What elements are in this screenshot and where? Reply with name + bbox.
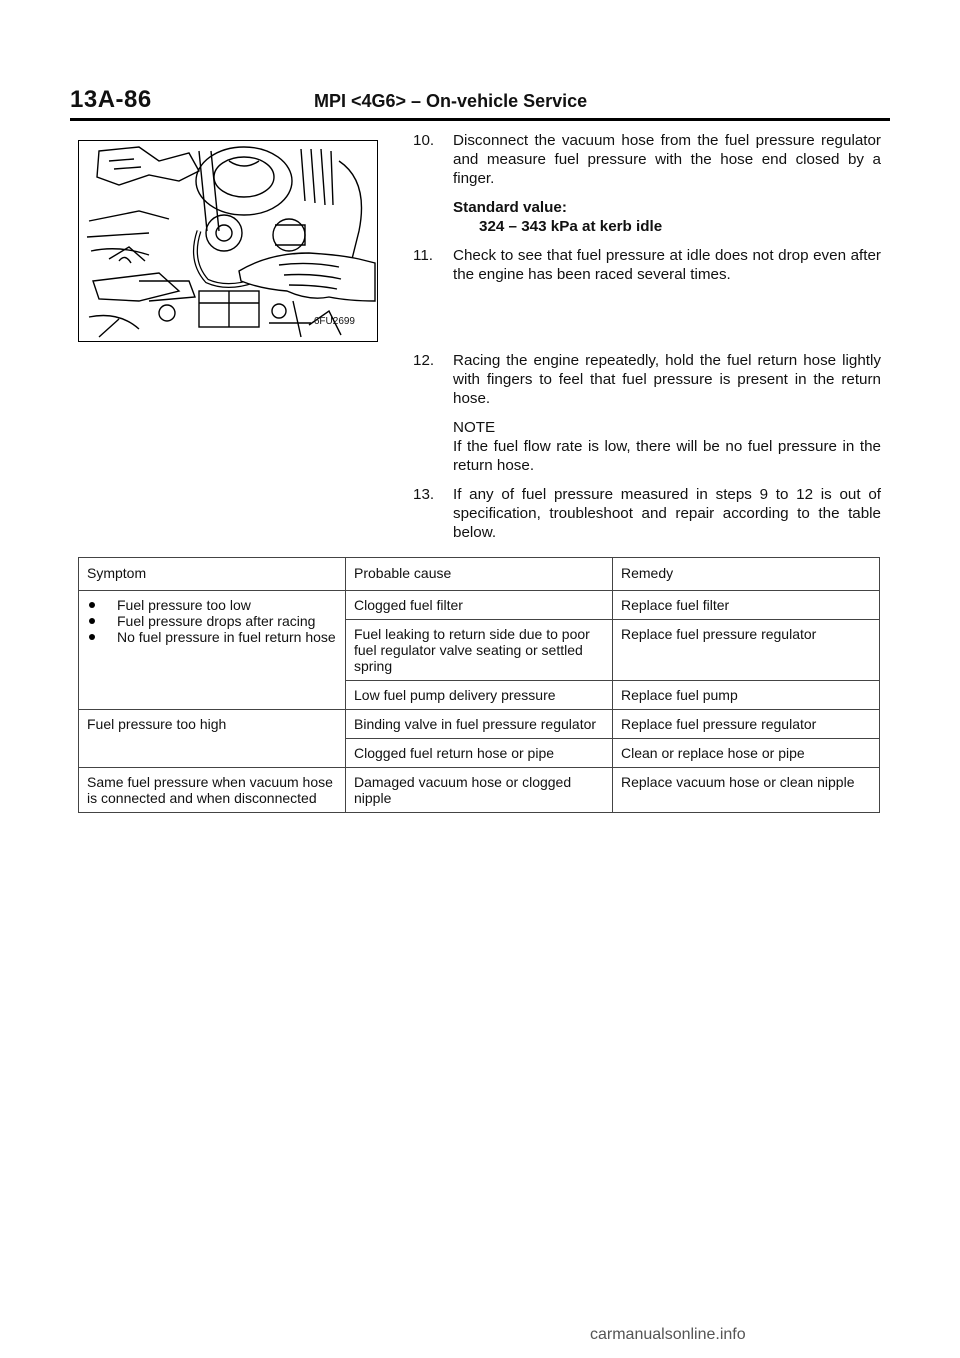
- standard-value: 324 – 343 kPa at kerb idle: [479, 218, 663, 235]
- figure-code: 6FU2699: [313, 316, 355, 327]
- symptom-cell: [79, 591, 346, 710]
- step-number: 11.: [413, 247, 433, 264]
- step-text: Racing the engine repeatedly, hold the fuel return hose lightly with fingers to feel that fuel pressure is present in the return hose.: [453, 352, 881, 407]
- step-11: [413, 246, 881, 284]
- table-row: [79, 710, 880, 739]
- remedy-cell: Replace vacuum hose or clean nipple: [613, 768, 880, 813]
- step-text: Check to see that fuel pressure at idle does not drop even after the engine has been raced several times.: [453, 247, 881, 283]
- remedy-cell: Clean or replace hose or pipe: [613, 739, 880, 768]
- cause-cell: Clogged fuel return hose or pipe: [346, 739, 613, 768]
- symptom-item: Fuel pressure too low: [87, 597, 337, 613]
- troubleshooting-table: [78, 557, 880, 813]
- remedy-cell: Replace fuel pressure regulator: [613, 620, 880, 681]
- step-13: [413, 485, 881, 542]
- step-12: [413, 351, 881, 408]
- step-number: 12.: [413, 352, 435, 369]
- page-number: 13A-86: [70, 86, 152, 113]
- cause-cell: Damaged vacuum hose or clogged nipple: [346, 768, 613, 813]
- cause-cell: Fuel leaking to return side due to poor fuel regulator valve seating or settled spring: [346, 620, 613, 681]
- symptom-item: No fuel pressure in fuel return hose: [87, 629, 337, 645]
- step-text: Disconnect the vacuum hose from the fuel pressure regulator and measure fuel pressure with the hose end closed by a finger.: [453, 132, 881, 187]
- header-symptom: Symptom: [79, 558, 346, 591]
- cause-cell: Low fuel pump delivery pressure: [346, 681, 613, 710]
- symptom-cell: Fuel pressure too high: [79, 710, 346, 768]
- standard-value-label: Standard value:: [453, 199, 567, 216]
- cause-cell: Clogged fuel filter: [346, 591, 613, 620]
- note-heading: NOTE: [453, 419, 496, 436]
- page-header: [70, 82, 890, 121]
- procedure-steps: [413, 131, 881, 552]
- engine-fuel-hose-illustration-icon: [79, 141, 378, 342]
- page-title: MPI <4G6> – On-vehicle Service: [314, 91, 588, 111]
- symptom-cell: Same fuel pressure when vacuum hose is connected and when disconnected: [79, 768, 346, 813]
- remedy-cell: Replace fuel pump: [613, 681, 880, 710]
- table-row: [79, 591, 880, 620]
- step-number: 10.: [413, 132, 435, 149]
- engine-figure: [78, 140, 378, 342]
- watermark: carmanualsonline.info: [590, 1326, 746, 1343]
- step-number: 13.: [413, 486, 435, 503]
- cause-cell: Binding valve in fuel pressure regulator: [346, 710, 613, 739]
- remedy-cell: Replace fuel pressure regulator: [613, 710, 880, 739]
- symptom-item: Fuel pressure drops after racing: [87, 613, 337, 629]
- table-row: [79, 768, 880, 813]
- header-remedy: Remedy: [613, 558, 880, 591]
- step-10: [413, 131, 881, 188]
- step-text: If any of fuel pressure measured in steps 9 to 12 is out of specification, troubleshoot and repair according to the table below.: [453, 486, 881, 541]
- table-header-row: [79, 558, 880, 591]
- header-probable-cause: Probable cause: [346, 558, 613, 591]
- remedy-cell: Replace fuel filter: [613, 591, 880, 620]
- note-text: If the fuel flow rate is low, there will be no fuel pressure in the return hose.: [453, 438, 881, 474]
- symptom-list: [87, 597, 337, 645]
